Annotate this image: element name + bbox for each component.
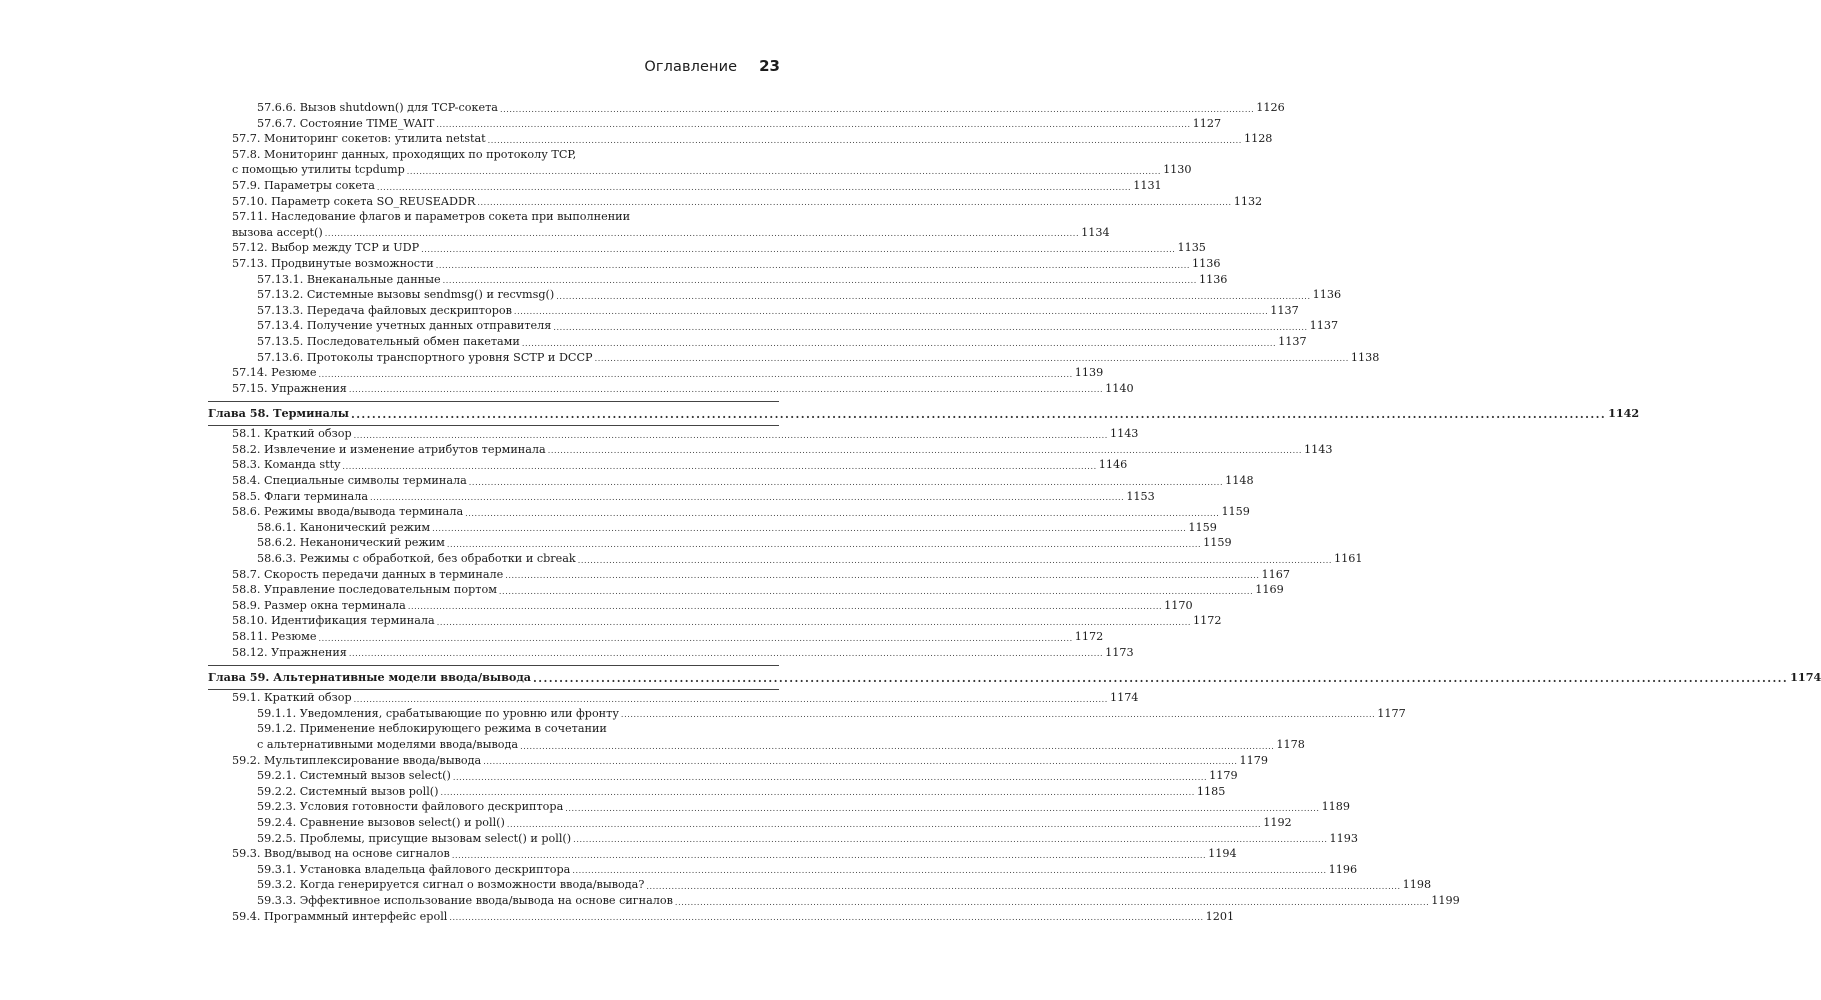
toc-entry-title: 58.6. Режимы ввода/вывода терминала <box>232 505 464 519</box>
toc-page-number: 1135 <box>1177 241 1206 255</box>
toc-page-number: 1167 <box>1261 567 1291 581</box>
toc-page-number: 1177 <box>1377 706 1406 720</box>
toc-entry-title: 58.4. Специальные символы терминала <box>232 474 467 488</box>
toc-page-number: 1137 <box>1278 334 1307 348</box>
toc-entry <box>208 162 1192 178</box>
toc-entry-title: 59.3.3. Эффективное использование ввода/вывода на основе сигналов <box>257 893 673 907</box>
toc-entry <box>208 334 1307 350</box>
dot-leader: ................................................................................................................................................................................................................................................ <box>342 462 1097 472</box>
dot-leader: ................................................................................................................................................................................................................................................ <box>348 385 1104 395</box>
toc-entry-title: с помощью утилиты tcpdump <box>232 163 405 177</box>
toc-page-number: 1193 <box>1329 831 1358 845</box>
toc-entry-title: 57.13.6. Протоколы транспортного уровня SCTP и DCCP <box>257 350 593 364</box>
toc-entry <box>208 689 1139 706</box>
toc-entry-title: 59.1.2. Применение неблокирующего режима в сочетании <box>257 722 607 736</box>
toc-page-number: 1148 <box>1225 474 1254 488</box>
dot-leader: ................................................................................................................................................................................................................................................ <box>348 649 1104 659</box>
toc-entry <box>208 131 1273 147</box>
dot-leader: ................................................................................................................................................................................................................................................ <box>553 322 1308 332</box>
dot-leader: ................................................................................................................................................................................................................................................ <box>646 881 1401 891</box>
toc-entry-title: 58.6.1. Канонический режим <box>257 520 431 534</box>
toc-page-number: 1172 <box>1193 614 1222 628</box>
toc-page-number: 1198 <box>1402 878 1432 892</box>
toc-page-number: 1194 <box>1208 847 1237 861</box>
toc-entry-title: 58.9. Размер окна терминала <box>232 598 406 612</box>
toc-entry <box>208 862 1358 878</box>
toc-entry <box>208 877 1432 893</box>
toc-page-number: 1170 <box>1164 598 1193 612</box>
toc-entry-title: 58.7. Скорость передачи данных в терминале <box>232 567 504 581</box>
toc-page-number: 1136 <box>1192 256 1221 270</box>
toc-entry <box>208 768 1238 784</box>
dot-leader: ................................................................................................................................................................................................................................................ <box>505 571 1260 581</box>
toc-entry <box>208 303 1299 319</box>
toc-entry-title: 59.2.2. Системный вызов poll() <box>257 784 439 798</box>
toc-entry <box>208 645 1134 661</box>
toc-entry <box>208 535 1232 551</box>
dot-leader: ................................................................................................................................................................................................................................................ <box>674 897 1430 907</box>
toc-entry-title: 59.3.1. Установка владельца файлового дескриптора <box>257 862 571 876</box>
dot-leader: ................................................................................................................................................................................................................................................ <box>468 477 1224 487</box>
toc-entry-title: Глава 59. Альтернативные модели ввода/вывода <box>208 670 532 685</box>
toc-page-number: 1179 <box>1239 753 1269 767</box>
dot-leader: ................................................................................................................................................................................................................................................ <box>353 694 1108 704</box>
toc-entry <box>208 209 779 225</box>
toc-entry <box>208 457 1128 473</box>
toc-entry <box>208 753 1269 769</box>
toc-page-number: 1143 <box>1109 427 1139 441</box>
toc-entry-title: 57.13.3. Передача файловых дескрипторов <box>257 303 512 317</box>
dot-leader: ................................................................................................................................................................................................................................................ <box>324 229 1080 239</box>
toc-page-number: 1132 <box>1233 194 1263 208</box>
dot-leader: ................................................................................................................................................................................................................................................ <box>440 788 1195 798</box>
toc-page-number: 1174 <box>1790 670 1821 685</box>
toc-page-number: 1127 <box>1192 116 1222 130</box>
toc-entry <box>208 256 1221 272</box>
toc-entry-title: 59.2.1. Системный вызов select() <box>257 769 451 783</box>
toc-entry <box>208 194 1263 210</box>
toc-page-number: 1153 <box>1126 489 1155 503</box>
toc-entry <box>208 567 1291 583</box>
dot-leader: ................................................................................................................................................................................................................................................ <box>432 524 1187 534</box>
toc-page-number: 1201 <box>1205 909 1235 923</box>
toc-entry <box>208 272 1228 288</box>
toc-page-number: 1139 <box>1074 366 1104 380</box>
dot-leader: ................................................................................................................................................................................................................................................ <box>556 291 1311 301</box>
toc-page-number: 1196 <box>1328 862 1358 876</box>
toc-page-number: 1136 <box>1198 272 1228 286</box>
toc-page-number: 1199 <box>1431 893 1460 907</box>
toc-page-number: 1146 <box>1098 458 1128 472</box>
toc-page-number: 1140 <box>1105 381 1134 395</box>
dot-leader: ................................................................................................................................................................................................................................................ <box>547 446 1302 456</box>
dot-leader: ................................................................................................................................................................................................................................................ <box>513 307 1269 317</box>
dot-leader: ................................................................................................................................................................................................................................................ <box>452 772 1208 782</box>
toc-chapter-entry <box>208 401 1640 425</box>
toc-page-number: 1128 <box>1243 132 1273 146</box>
dot-leader: ................................................................................................................................................................................................................................................ <box>318 369 1073 379</box>
toc-page-number: 1178 <box>1276 737 1305 751</box>
toc-page-number: 1161 <box>1334 552 1363 566</box>
toc-entry-title: 59.3. Ввод/вывод на основе сигналов <box>232 847 450 861</box>
dot-leader: ................................................................................................................................................................................................................................................ <box>533 672 1789 686</box>
dot-leader: ................................................................................................................................................................................................................................................ <box>421 244 1176 254</box>
toc-entry-title: 59.1. Краткий обзор <box>232 691 352 705</box>
toc-entry <box>208 551 1363 567</box>
toc-entry-title: 58.12. Упражнения <box>232 645 347 659</box>
toc-entry <box>208 629 1104 645</box>
toc-entry <box>208 831 1358 847</box>
toc-entry-title: 57.6.7. Состояние TIME_WAIT <box>257 116 435 130</box>
dot-leader: ................................................................................................................................................................................................................................................ <box>406 166 1162 176</box>
dot-leader: ................................................................................................................................................................................................................................................ <box>487 135 1242 145</box>
toc-page-number: 1126 <box>1256 101 1285 114</box>
toc-page-number: 1174 <box>1109 691 1139 705</box>
toc-entry-title: 59.1.1. Уведомления, срабатывающие по уровню или фронту <box>257 706 619 720</box>
toc-entry-title: 59.2. Мультиплексирование ввода/вывода <box>232 753 482 767</box>
toc-entry <box>208 613 1222 629</box>
toc-entry <box>208 350 1380 366</box>
toc-entry <box>208 240 1206 256</box>
toc-page-number: 1169 <box>1255 583 1284 597</box>
toc-page-number: 1138 <box>1350 350 1380 364</box>
toc-entry-title: 59.2.4. Сравнение вызовов select() и poll() <box>257 815 505 829</box>
dot-leader: ................................................................................................................................................................................................................................................ <box>506 819 1262 829</box>
toc-entry <box>208 318 1339 334</box>
table-of-contents <box>208 100 1821 924</box>
toc-entry <box>208 178 1162 194</box>
toc-page-number: 1136 <box>1312 288 1342 302</box>
toc-entry-title: 58.10. Идентификация терминала <box>232 614 435 628</box>
toc-entry <box>208 721 779 737</box>
toc-entry-title: 57.12. Выбор между TCP и UDP <box>232 241 420 255</box>
toc-entry <box>208 504 1250 520</box>
toc-entry-title: 58.5. Флаги терминала <box>232 489 368 503</box>
toc-entry <box>208 489 1155 505</box>
running-header <box>0 56 780 75</box>
toc-entry <box>208 582 1284 598</box>
toc-entry-title: 57.15. Упражнения <box>232 381 347 395</box>
toc-entry-title: 57.13.1. Внеканальные данные <box>257 272 441 286</box>
dot-leader: ................................................................................................................................................................................................................................................ <box>483 757 1238 767</box>
toc-page-number: 1159 <box>1188 520 1217 534</box>
toc-page-number: 1189 <box>1321 800 1351 814</box>
toc-entry-title: 57.13.2. Системные вызовы sendmsg() и recvmsg() <box>257 288 555 302</box>
dot-leader: ................................................................................................................................................................................................................................................ <box>594 354 1349 364</box>
toc-entry <box>208 425 1139 442</box>
toc-entry-title: 58.8. Управление последовательным портом <box>232 583 497 597</box>
toc-entry-title: 58.3. Команда stty <box>232 458 341 472</box>
toc-entry <box>208 815 1292 831</box>
toc-entry-title: 59.4. Программный интерфейс epoll <box>232 909 448 923</box>
toc-page-number: 1137 <box>1270 303 1299 317</box>
toc-entry <box>208 473 1254 489</box>
toc-entry-title: 57.14. Резюме <box>232 366 317 380</box>
toc-entry <box>208 893 1460 909</box>
toc-entry-title: 59.2.5. Проблемы, присущие вызовам select() и poll() <box>257 831 572 845</box>
toc-entry <box>208 737 1305 753</box>
dot-leader: ................................................................................................................................................................................................................................................ <box>521 338 1277 348</box>
dot-leader: ................................................................................................................................................................................................................................................ <box>465 508 1220 518</box>
toc-page-number: 1192 <box>1263 815 1292 829</box>
toc-entry <box>208 520 1217 536</box>
toc-entry-title: 57.10. Параметр сокета SO_REUSEADDR <box>232 194 476 208</box>
toc-page-number: 1142 <box>1608 406 1640 421</box>
dot-leader: ................................................................................................................................................................................................................................................ <box>451 850 1207 860</box>
toc-page-number: 1143 <box>1304 442 1333 456</box>
dot-leader: ................................................................................................................................................................................................................................................ <box>449 913 1204 923</box>
toc-entry-title: 59.2.3. Условия готовности файлового дескриптора <box>257 800 564 814</box>
dot-leader: ................................................................................................................................................................................................................................................ <box>407 602 1163 612</box>
toc-page-number: 1185 <box>1196 784 1226 798</box>
toc-page-number: 1159 <box>1203 536 1232 550</box>
dot-leader: ................................................................................................................................................................................................................................................ <box>370 493 1125 503</box>
dot-leader: ................................................................................................................................................................................................................................................ <box>376 182 1132 192</box>
toc-entry <box>208 909 1235 925</box>
toc-entry <box>208 598 1193 614</box>
toc-entry <box>208 287 1342 303</box>
toc-entry <box>208 846 1237 862</box>
toc-entry-title: 58.11. Резюме <box>232 630 317 643</box>
dot-leader: ................................................................................................................................................................................................................................................ <box>318 633 1073 643</box>
toc-entry <box>208 381 1134 397</box>
dot-leader: ................................................................................................................................................................................................................................................ <box>477 198 1232 208</box>
toc-entry-title: 58.1. Краткий обзор <box>232 427 352 441</box>
toc-page-number: 1159 <box>1221 505 1250 519</box>
toc-page-number: 1137 <box>1309 319 1339 333</box>
toc-chapter-entry <box>208 665 1821 689</box>
toc-entry-title: 58.6.2. Неканонический режим <box>257 536 445 550</box>
toc-entry <box>208 116 1222 132</box>
toc-entry <box>208 706 1406 722</box>
toc-page-number: 1130 <box>1163 163 1192 177</box>
toc-entry-title: вызова accept() <box>232 225 323 239</box>
dot-leader: ................................................................................................................................................................................................................................................ <box>577 555 1332 565</box>
toc-entry-title: с альтернативными моделями ввода/вывода <box>257 737 519 751</box>
toc-entry-title: 58.6.3. Режимы с обработкой, без обработки и cbreak <box>257 552 576 566</box>
toc-page-number: 1134 <box>1081 225 1110 239</box>
toc-page-number: 1179 <box>1209 769 1238 783</box>
toc-entry-title: 57.13.4. Получение учетных данных отправителя <box>257 319 552 333</box>
dot-leader: ................................................................................................................................................................................................................................................ <box>499 104 1255 114</box>
dot-leader: ................................................................................................................................................................................................................................................ <box>446 540 1202 550</box>
toc-page-number: 1131 <box>1133 178 1162 192</box>
toc-entry-title: 58.2. Извлечение и изменение атрибутов терминала <box>232 442 546 456</box>
dot-leader: ................................................................................................................................................................................................................................................ <box>353 430 1108 440</box>
toc-entry-title: 57.9. Параметры сокета <box>232 178 375 192</box>
toc-entry <box>208 784 1226 800</box>
toc-entry <box>208 799 1351 815</box>
toc-entry-title: 57.13. Продвинутые возможности <box>232 256 434 270</box>
toc-entry-title: Глава 58. Терминалы <box>208 406 349 421</box>
toc-entry-title: 57.13.5. Последовательный обмен пакетами <box>257 334 520 348</box>
running-header-title: Оглавление <box>644 59 738 75</box>
toc-entry <box>208 147 779 163</box>
dot-leader: ................................................................................................................................................................................................................................................ <box>520 741 1275 751</box>
toc-entry-title: 57.11. Наследование флагов и параметров сокета при выполнении <box>232 210 631 224</box>
toc-entry <box>208 442 1333 458</box>
toc-page-number: 1172 <box>1074 630 1104 643</box>
page-number: 23 <box>759 57 780 75</box>
dot-leader: ................................................................................................................................................................................................................................................ <box>620 710 1376 720</box>
toc-entry-title: 57.6.6. Вызов shutdown() для TCP-сокета <box>257 101 498 114</box>
toc-entry-title: 57.7. Мониторинг сокетов: утилита netstat <box>232 132 486 146</box>
dot-leader: ................................................................................................................................................................................................................................................ <box>565 803 1320 813</box>
dot-leader: ................................................................................................................................................................................................................................................ <box>350 408 1607 422</box>
dot-leader: ................................................................................................................................................................................................................................................ <box>442 276 1197 286</box>
toc-entry <box>208 100 1285 116</box>
dot-leader: ................................................................................................................................................................................................................................................ <box>436 618 1191 627</box>
toc-entry-title: 59.3.2. Когда генерируется сигнал о возможности ввода/вывода? <box>257 878 645 892</box>
dot-leader: ................................................................................................................................................................................................................................................ <box>435 260 1191 270</box>
dot-leader: ................................................................................................................................................................................................................................................ <box>436 120 1191 130</box>
dot-leader: ................................................................................................................................................................................................................................................ <box>573 835 1328 845</box>
toc-entry <box>208 365 1104 381</box>
toc-entry <box>208 225 1110 241</box>
toc-page-number: 1173 <box>1105 645 1134 659</box>
dot-leader: ................................................................................................................................................................................................................................................ <box>498 586 1254 596</box>
dot-leader: ................................................................................................................................................................................................................................................ <box>572 866 1327 876</box>
toc-entry-title: 57.8. Мониторинг данных, проходящих по протоколу TCP, <box>232 147 577 161</box>
